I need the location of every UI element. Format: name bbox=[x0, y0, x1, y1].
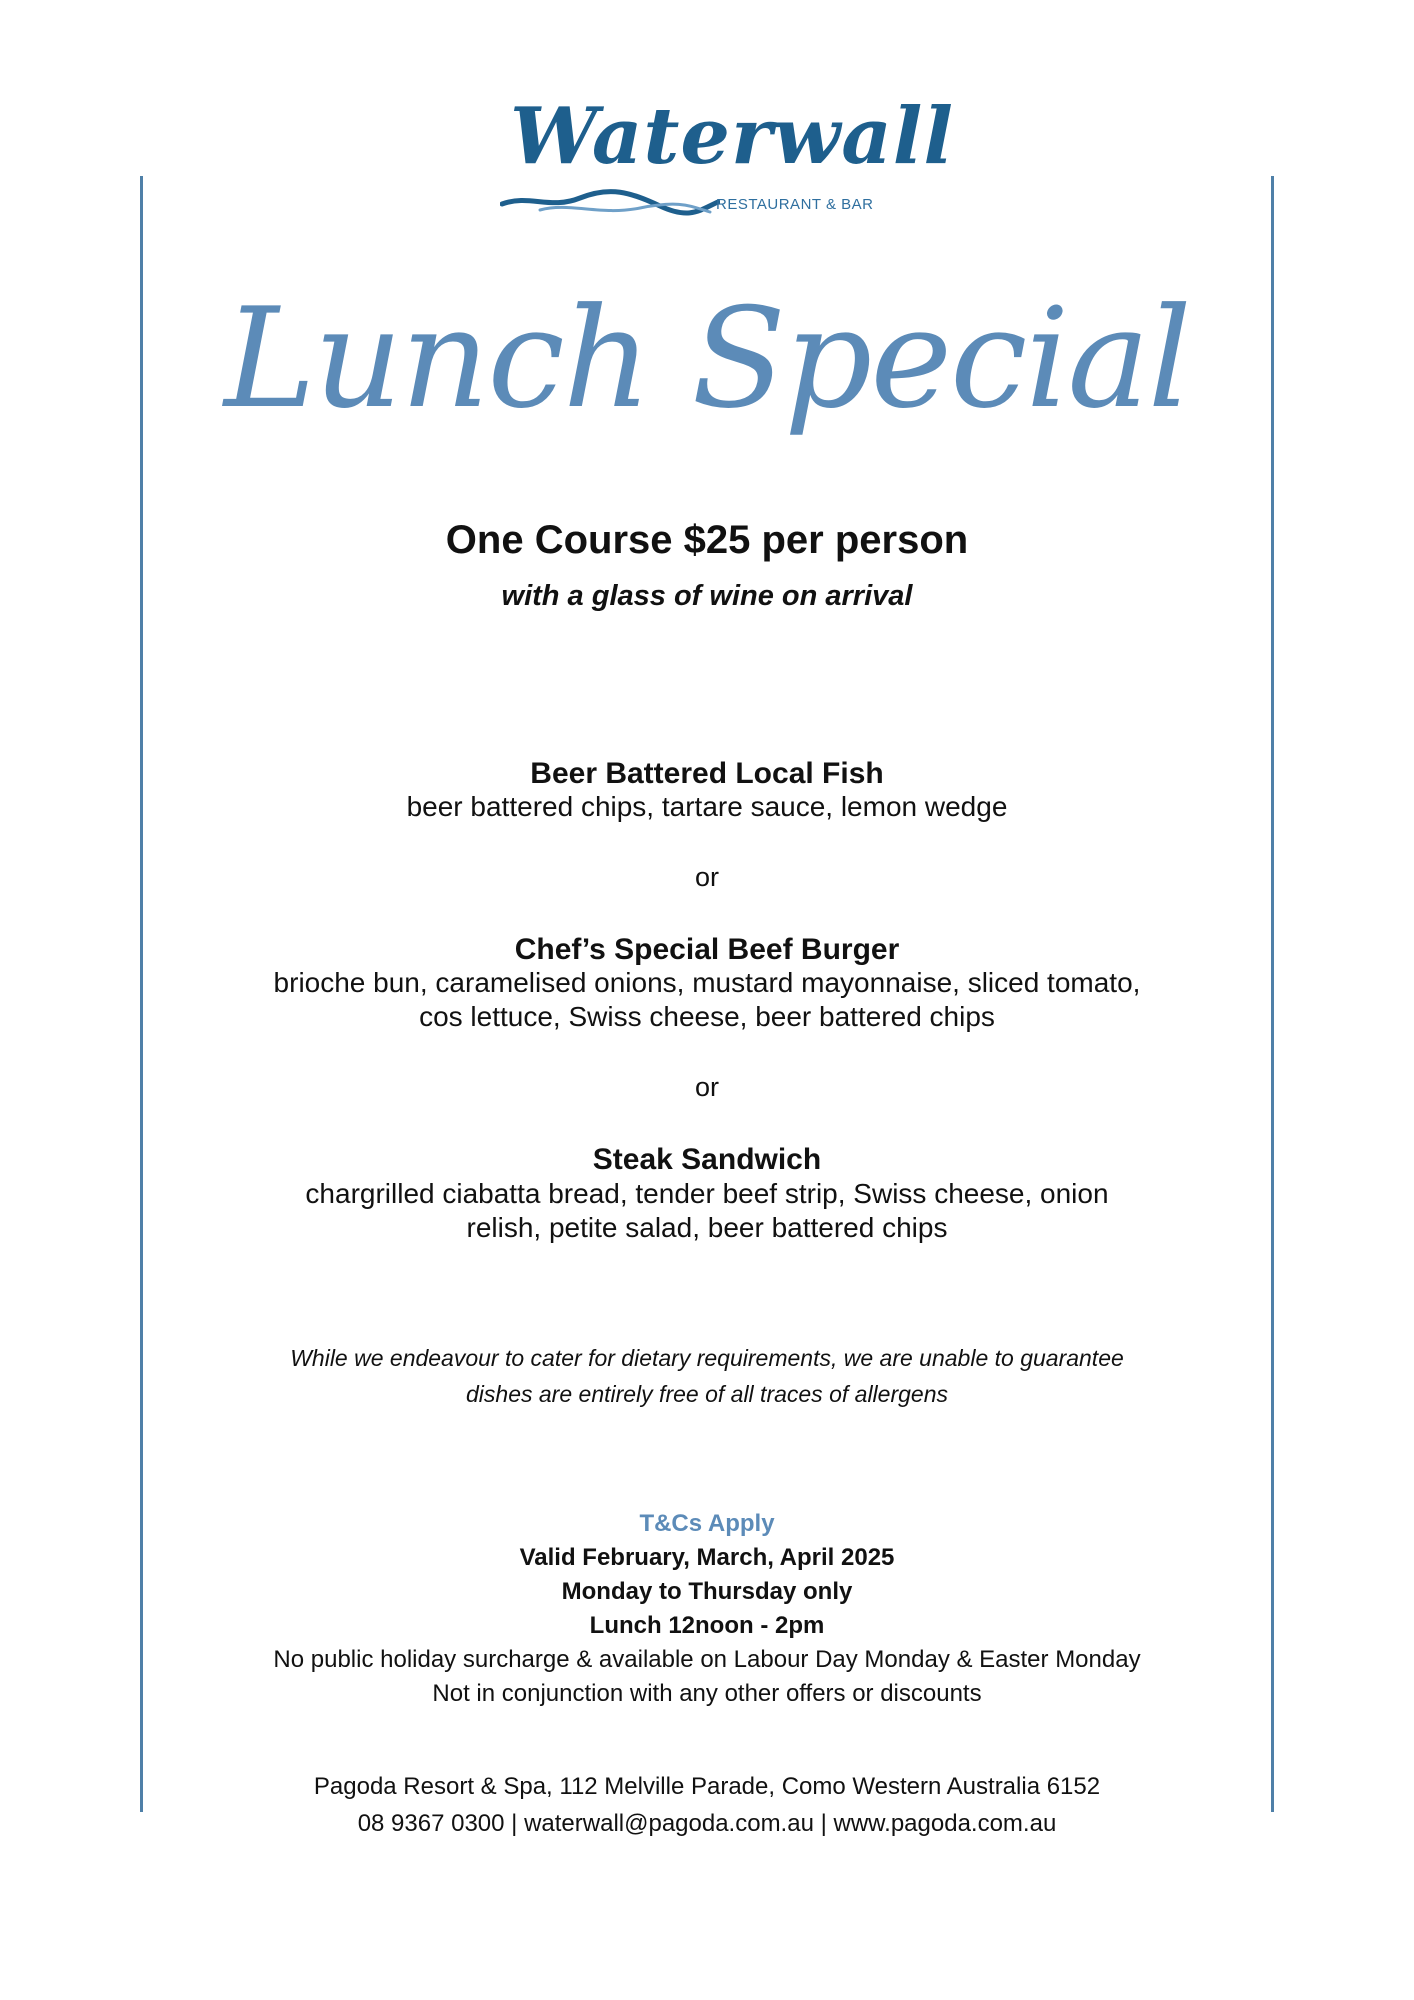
disclaimer-line: dishes are entirely free of all traces of allergens bbox=[466, 1381, 948, 1407]
page-title: Lunch Special bbox=[224, 278, 1190, 439]
dish-description: chargrilled ciabatta bread, tender beef strip, Swiss cheese, onion bbox=[305, 1178, 1109, 1209]
terms-days: Monday to Thursday only bbox=[561, 1578, 853, 1605]
offer-price: One Course $25 per person bbox=[445, 518, 969, 562]
allergen-disclaimer bbox=[0, 1340, 1414, 1412]
logo-wave-icon bbox=[500, 180, 720, 220]
offer-subline: with a glass of wine on arrival bbox=[501, 580, 913, 612]
menu-separator: or bbox=[694, 862, 719, 892]
disclaimer-line: While we endeavour to cater for dietary requirements, we are unable to guarantee bbox=[290, 1345, 1124, 1371]
terms-validity: Valid February, March, April 2025 bbox=[519, 1544, 895, 1571]
dish-description: beer battered chips, tartare sauce, lemon wedge bbox=[406, 791, 1008, 822]
logo-wordmark: Waterwall bbox=[510, 91, 955, 182]
terms-offer-note: Not in conjunction with any other offers or discounts bbox=[432, 1680, 982, 1707]
footer-address: Pagoda Resort & Spa, 112 Melville Parade, Como Western Australia 6152 bbox=[313, 1773, 1101, 1800]
dish-name: Chef’s Special Beef Burger bbox=[514, 933, 900, 966]
dish-name: Beer Battered Local Fish bbox=[530, 757, 884, 790]
dish-name: Steak Sandwich bbox=[592, 1143, 822, 1176]
terms-surcharge-note: No public holiday surcharge & available on Labour Day Monday & Easter Monday bbox=[273, 1646, 1141, 1673]
menu-separator: or bbox=[694, 1072, 719, 1102]
terms-hours: Lunch 12noon - 2pm bbox=[589, 1612, 825, 1639]
dish-description: relish, petite salad, beer battered chips bbox=[466, 1212, 948, 1243]
dish-description: brioche bun, caramelised onions, mustard mayonnaise, sliced tomato, bbox=[273, 967, 1141, 998]
terms-heading: T&Cs Apply bbox=[639, 1510, 775, 1537]
footer-contact: 08 9367 0300 | waterwall@pagoda.com.au | www.pagoda.com.au bbox=[357, 1810, 1057, 1837]
dish-description: cos lettuce, Swiss cheese, beer battered chips bbox=[419, 1001, 995, 1032]
waterwall-logo bbox=[500, 91, 955, 228]
logo-tagline: RESTAURANT & BAR bbox=[716, 196, 874, 213]
